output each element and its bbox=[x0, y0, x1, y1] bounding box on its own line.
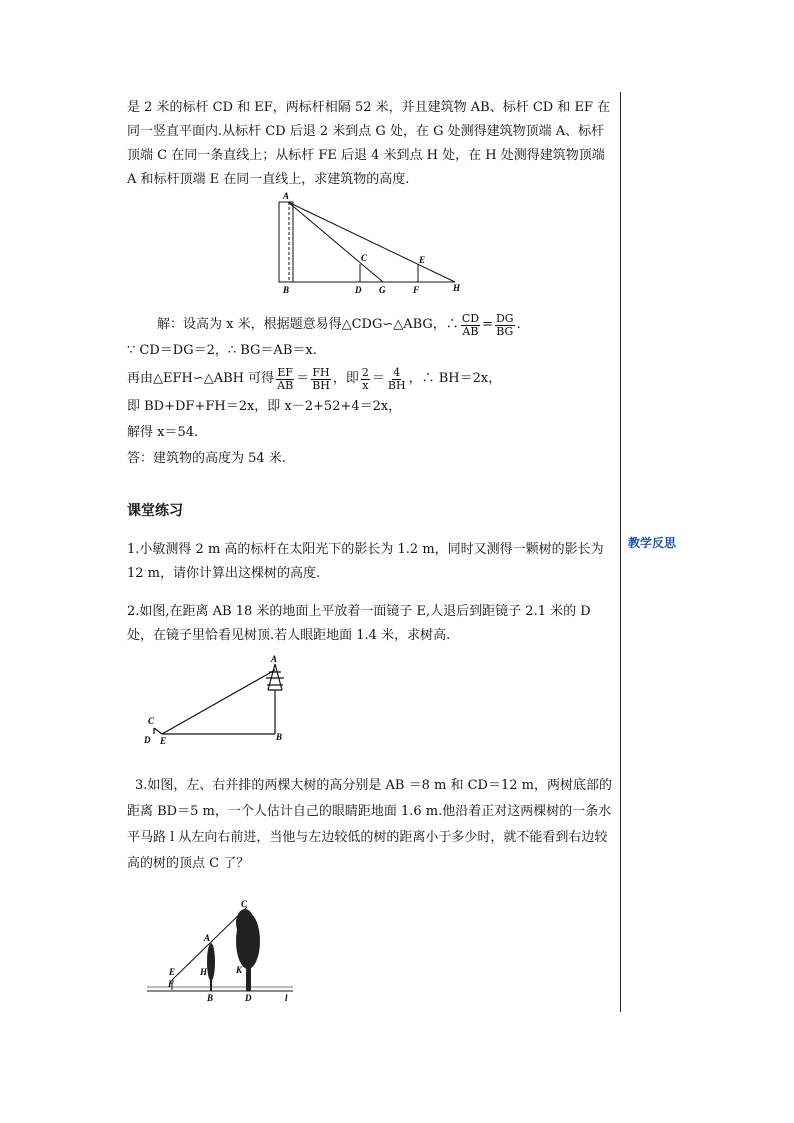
label-C: C bbox=[241, 899, 248, 909]
label-l: l bbox=[285, 993, 288, 1003]
fraction bbox=[387, 367, 407, 392]
tree-right bbox=[236, 909, 260, 991]
label-B: B bbox=[276, 732, 283, 742]
fraction bbox=[276, 367, 294, 392]
line-CE bbox=[154, 728, 162, 734]
fraction bbox=[461, 313, 480, 338]
label-B: B bbox=[283, 285, 290, 295]
solution-text: ，∴ BH＝2x， bbox=[408, 371, 502, 386]
label-F: F bbox=[168, 979, 175, 989]
solution-text: ，即 bbox=[332, 371, 359, 386]
frac-num: EF bbox=[277, 365, 293, 379]
solution-line-6: 答：建筑物的高度为 54 米. bbox=[127, 451, 286, 466]
label-H: H bbox=[453, 283, 461, 293]
building-rect bbox=[279, 202, 293, 282]
problem-intro: 是 2 米的标杆 CD 和 EF，两标杆相隔 52 米，并且建筑物 AB、标杆 CD 和 EF 在同一竖直平面内.从标杆 CD 后退 2 米到点 G 处，在 G 处测得建筑物顶端 A、标杆顶端 C 在同一条直线上；从标杆 FE 后退 4 米到点 H 处，在 H 处测得建筑物顶端 A 和标杆顶端 E 在同一直线上，求建筑物的高度. bbox=[127, 100, 611, 187]
frac-num: 2 bbox=[361, 365, 369, 379]
label-C: C bbox=[361, 253, 368, 263]
label-A: A bbox=[271, 654, 278, 664]
solution-text: 再由△EFH∽△ABH 可得 bbox=[127, 371, 275, 386]
label-A: A bbox=[204, 933, 211, 943]
frac-den: x bbox=[362, 378, 369, 392]
label-D: D bbox=[355, 285, 362, 295]
period: . bbox=[516, 317, 521, 332]
label-C: C bbox=[148, 716, 155, 726]
frac-den: BH bbox=[312, 378, 330, 392]
line-AG bbox=[288, 202, 383, 282]
solution-block bbox=[127, 312, 615, 472]
frac-den: AB bbox=[462, 324, 479, 338]
equals: = bbox=[482, 317, 493, 332]
fraction bbox=[495, 313, 515, 338]
frac-num: FH bbox=[312, 365, 330, 379]
equals: ＝ bbox=[296, 371, 310, 386]
label-E: E bbox=[160, 736, 167, 746]
equals: ＝ bbox=[371, 371, 385, 386]
label-K: K bbox=[236, 965, 243, 975]
figure-building-poles bbox=[270, 190, 470, 300]
solution-line-4: 即 BD+DF+FH＝2x，即 x－2+52+4＝2x， bbox=[127, 399, 402, 414]
label-F: F bbox=[413, 285, 420, 295]
tree-left bbox=[207, 943, 215, 991]
question-3: 3.如图，左、右并排的两棵大树的高分别是 AB ＝8 m 和 CD＝12 m，两树底部的距离 BD＝5 m，一个人估计自己的眼睛距地面 1.6 m.他沿着正对这两棵树的一条水平马路 l 从左向右前进，当他与左边较低的树的距离小于多少时，就不能看到右边较高的树的顶点 C 了？ bbox=[127, 778, 612, 871]
label-G: G bbox=[379, 285, 386, 295]
figure-mirror-tree bbox=[140, 652, 300, 747]
frac-den: BG bbox=[496, 324, 514, 338]
label-B: B bbox=[207, 993, 214, 1003]
solution-line-5: 解得 x＝54. bbox=[127, 425, 199, 440]
line-AH bbox=[288, 202, 455, 282]
solution-line-3 bbox=[127, 364, 615, 394]
fraction bbox=[361, 367, 370, 392]
solution-line-1 bbox=[127, 312, 615, 338]
solution-text: 解：设高为 x 米，根据题意易得△CDG∽△ABG，∴ bbox=[157, 317, 459, 332]
practice-heading: 课堂练习 bbox=[127, 503, 183, 519]
column-divider bbox=[620, 92, 621, 1012]
label-A: A bbox=[283, 191, 290, 201]
label-D: D bbox=[144, 735, 151, 745]
line-EA bbox=[162, 670, 275, 734]
fraction bbox=[311, 367, 331, 392]
solution-line-2: ∵ CD＝DG＝2，∴ BG＝AB＝x. bbox=[127, 343, 317, 358]
question-1: 1.小敏测得 2 m 高的标杆在太阳光下的影长为 1.2 m，同时又测得一颗树的影长为 12 m，请你计算出这棵树的高度. bbox=[127, 542, 604, 581]
label-D: D bbox=[245, 993, 252, 1003]
label-E: E bbox=[169, 967, 176, 977]
label-E: E bbox=[419, 255, 426, 265]
frac-den: BH bbox=[387, 378, 406, 392]
frac-num: 4 bbox=[393, 365, 401, 379]
frac-num: DG bbox=[495, 311, 514, 325]
frac-num: CD bbox=[461, 311, 480, 325]
question-2: 2.如图,在距离 AB 18 米的地面上平放着一面镜子 E,人退后到距镜子 2.1 米的 D 处，在镜子里恰看见树顶.若人眼距地面 1.4 米，求树高. bbox=[127, 604, 591, 643]
sidebar-reflection-label: 教学反思 bbox=[628, 536, 677, 550]
figure-two-trees bbox=[145, 895, 305, 1003]
tower-lattice bbox=[266, 664, 284, 690]
frac-den: AB bbox=[277, 378, 294, 392]
label-H: H bbox=[200, 967, 208, 977]
